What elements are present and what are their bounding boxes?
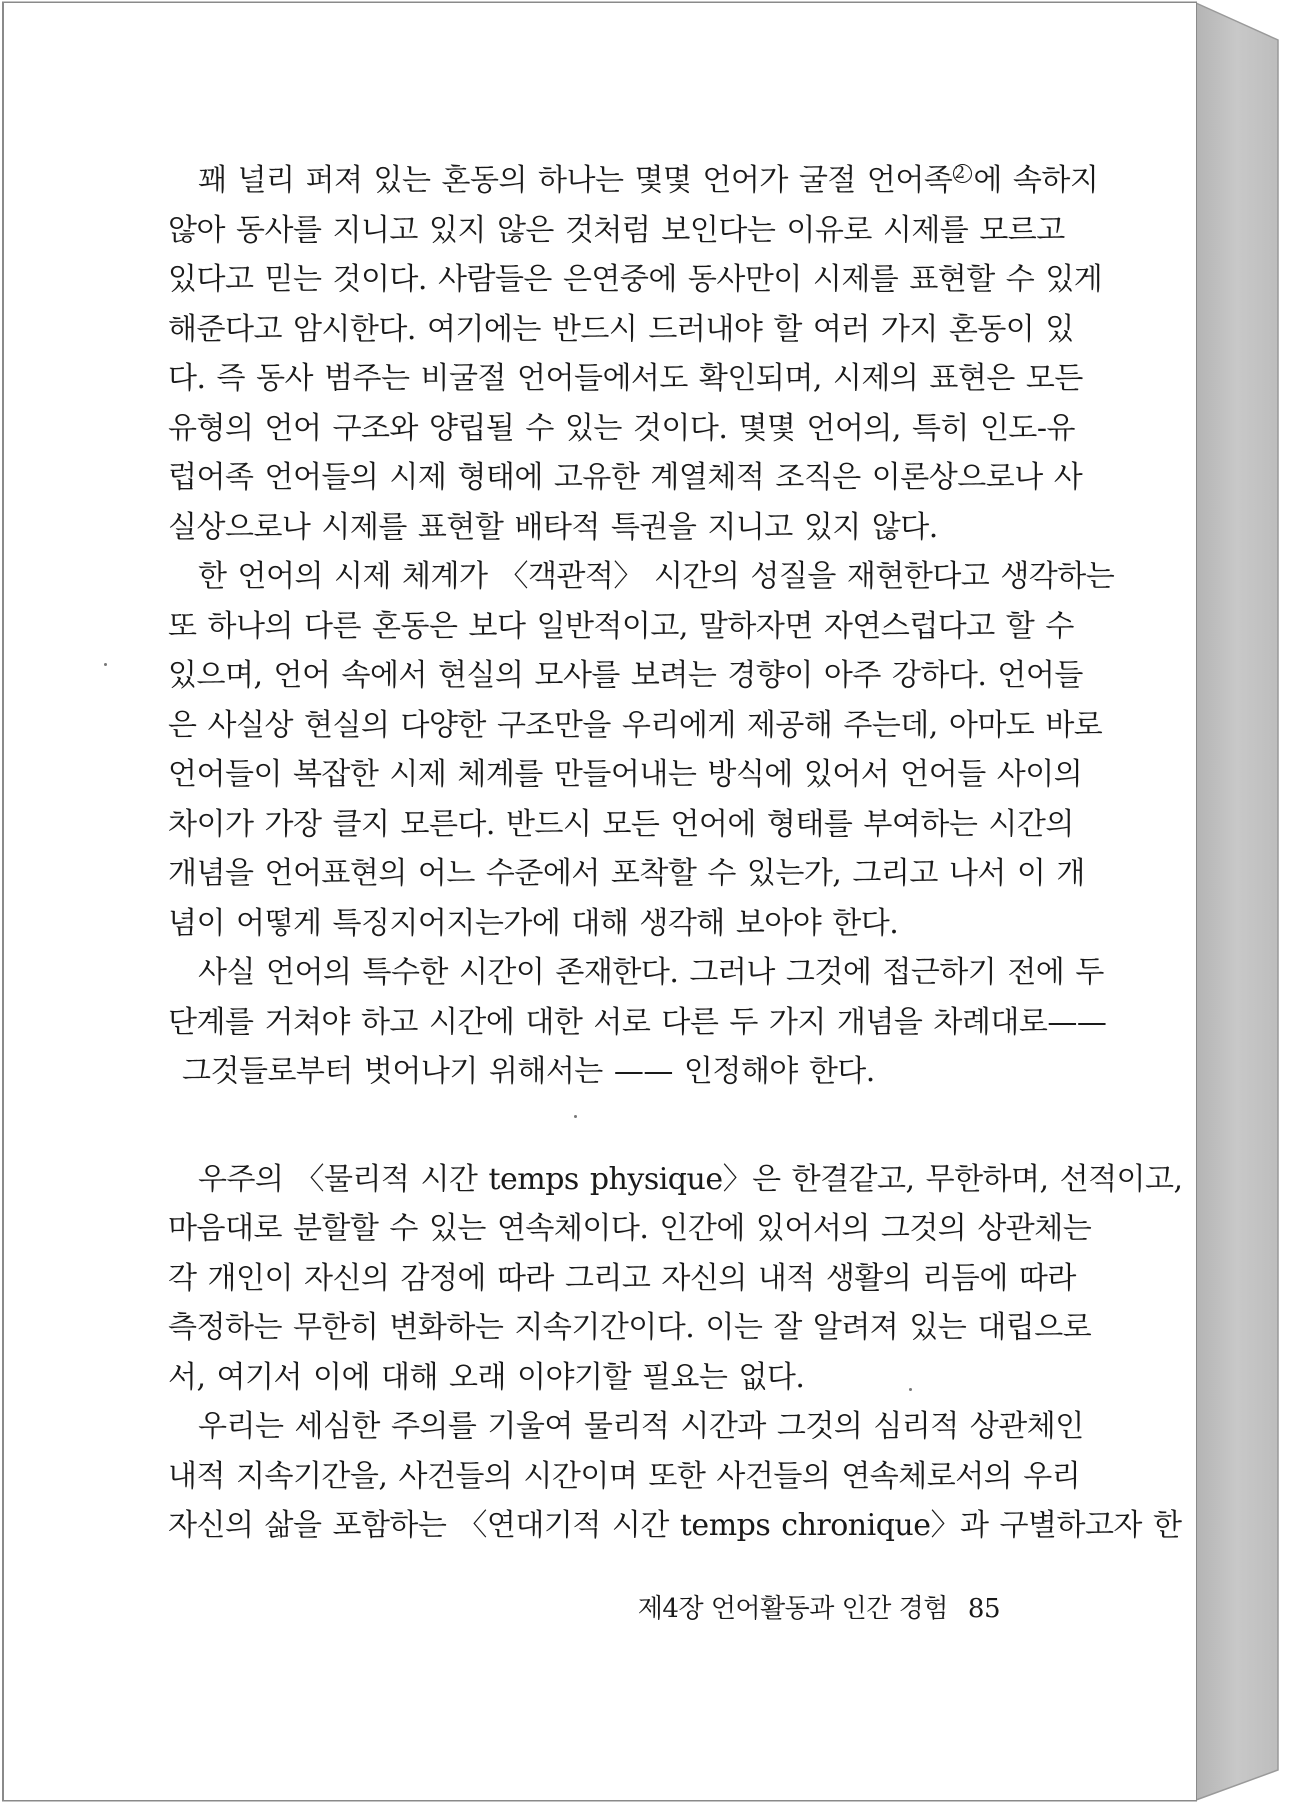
text-line: 해준다고 암시한다. 여기에는 반드시 드러내야 할 여러 가지 혼동이 있 xyxy=(168,311,1074,347)
text-line: 내적 지속기간을, 사건들의 시간이며 또한 사건들의 연속체로서의 우리 xyxy=(168,1458,1081,1494)
text-line: 서, 여기서 이에 대해 오래 이야기할 필요는 없다. xyxy=(168,1359,805,1395)
text-line: 꽤 널리 퍼져 있는 혼동의 하나는 몇몇 언어가 굴절 언어족 2 에 속하지 xyxy=(198,163,1099,198)
text-line: 마음대로 분할할 수 있는 연속체이다. 인간에 있어서의 그것의 상관체는 xyxy=(168,1211,1092,1246)
text-line: 념이 어떻게 특징지어지는가에 대해 생각해 보아야 한다. xyxy=(168,905,899,941)
text-line: 유형의 언어 구조와 양립될 수 있는 것이다. 몇몇 언어의, 특히 인도-유 xyxy=(168,410,1076,446)
text-line: 실상으로나 시제를 표현할 배타적 특권을 지니고 있지 않다. xyxy=(168,509,938,545)
chapter-title: 제4장 언어활동과 인간 경험 xyxy=(637,1594,948,1624)
text-line: 단계를 거쳐야 하고 시간에 대한 서로 다른 두 가지 개념을 차례대로—— xyxy=(168,1004,1107,1040)
paragraph xyxy=(168,1155,1183,1403)
text-line: 사실 언어의 특수한 시간이 존재한다. 그러나 그것에 접근하기 전에 두 xyxy=(198,955,1104,990)
paragraph xyxy=(168,552,1115,948)
text-line: 자신의 삶을 포함하는 〈연대기적 시간 temps chronique〉과 구별하고자 한 xyxy=(168,1508,1182,1543)
text-line: 측정하는 무한히 변화하는 지속기간이다. 이는 잘 알려져 있는 대립으로 xyxy=(168,1310,1092,1345)
text-line: 우리는 세심한 주의를 기울여 물리적 시간과 그것의 심리적 상관체인 xyxy=(198,1409,1084,1444)
text-line: 우주의 〈물리적 시간 temps physique〉은 한결같고, 무한하며, 선적이고, xyxy=(198,1161,1183,1197)
scan-speck xyxy=(104,663,107,666)
book-side-face xyxy=(1196,3,1278,1800)
body-text xyxy=(168,156,1183,1551)
paragraph xyxy=(168,948,1107,1097)
text-line: 각 개인이 자신의 감정에 따라 그리고 자신의 내적 생활의 리듬에 따라 xyxy=(168,1260,1076,1296)
text-line: 그것들로부터 벗어나기 위해서는 —— 인정해야 한다. xyxy=(182,1054,875,1089)
paragraph xyxy=(168,1402,1182,1551)
text-line: 않아 동사를 지니고 있지 않은 것처럼 보인다는 이유로 시제를 모르고 xyxy=(168,212,1065,248)
text-line: 개념을 언어표현의 어느 수준에서 포착할 수 있는가, 그리고 나서 이 개 xyxy=(168,856,1085,891)
footnote-marker: 2 xyxy=(953,164,972,183)
text-line: 차이가 가장 클지 모른다. 반드시 모든 언어에 형태를 부여하는 시간의 xyxy=(168,806,1074,842)
text-line: 은 사실상 현실의 다양한 구조만을 우리에게 제공해 주는데, 아마도 바로 xyxy=(168,707,1103,743)
section-gap xyxy=(168,1097,1020,1155)
text-line: 한 언어의 시제 체계가 〈객관적〉 시간의 성질을 재현한다고 생각하는 xyxy=(198,559,1115,594)
paragraph xyxy=(168,156,1103,552)
text-line: 다. 즉 동사 범주는 비굴절 언어들에서도 확인되며, 시제의 표현은 모든 xyxy=(168,361,1083,396)
page-footer xyxy=(0,1588,1000,1625)
page-number: 85 xyxy=(967,1594,1000,1624)
text-line: 럽어족 언어들의 시제 형태에 고유한 계열체적 조직은 이론상으로나 사 xyxy=(168,460,1083,495)
text-line: 있다고 믿는 것이다. 사람들은 은연중에 동사만이 시제를 표현할 수 있게 xyxy=(168,262,1103,297)
text-line: 또 하나의 다른 혼동은 보다 일반적이고, 말하자면 자연스럽다고 할 수 xyxy=(168,608,1074,644)
text-line: 있으며, 언어 속에서 현실의 모사를 보려는 경향이 아주 강하다. 언어들 xyxy=(168,658,1083,693)
text-line: 언어들이 복잡한 시제 체계를 만들어내는 방식에 있어서 언어들 사이의 xyxy=(168,757,1083,792)
